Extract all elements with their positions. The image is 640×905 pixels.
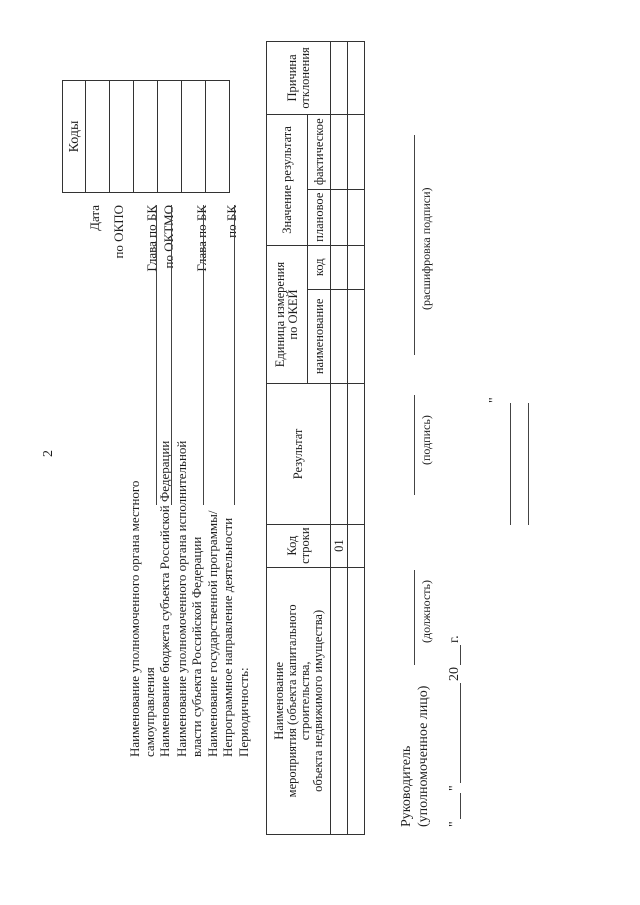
cell-result[interactable] (331, 384, 348, 524)
header-value-fact: фактическое (308, 114, 331, 189)
cell-code-2[interactable] (348, 524, 365, 567)
cell-fact-2[interactable] (348, 114, 365, 189)
code-cell-glava-2[interactable] (182, 81, 206, 193)
extra-line-1 (510, 403, 511, 525)
position-line[interactable] (414, 570, 415, 665)
header-code-2: строки (297, 527, 312, 564)
code-cell-bk[interactable] (206, 81, 230, 193)
field-exec-org-2: власти субъекта Российской Федерации (189, 536, 204, 757)
code-cell-date[interactable] (86, 81, 110, 193)
header-reason-2: отклонения (297, 47, 312, 109)
header-unit-code: код (308, 245, 331, 289)
table-row (348, 42, 365, 835)
cell-name-2[interactable] (348, 567, 365, 834)
signature-caption: (подпись) (419, 415, 433, 465)
codes-label-glava-2: Глава по БК (194, 205, 209, 272)
page-number: 2 (41, 450, 56, 457)
codes-label-bk: по БК (224, 205, 239, 238)
table-row (331, 42, 348, 835)
signature-line[interactable] (414, 395, 415, 495)
codes-header: Коды (63, 81, 86, 193)
cell-unit-name-2[interactable] (348, 289, 365, 384)
codes-label-okpo: по ОКПО (111, 205, 126, 259)
header-reason-cell (267, 42, 331, 115)
extra-line-2 (528, 403, 529, 525)
cell-result-2[interactable] (348, 384, 365, 524)
header-name-1: Наименование (271, 661, 286, 740)
cell-reason-2[interactable] (348, 42, 365, 115)
field-program-2: Непрограммное направление деятельности (220, 517, 235, 757)
code-cell-okpo[interactable] (110, 81, 134, 193)
field-budget: Наименование бюджета субъекта Российской Федерации (157, 440, 172, 757)
header-unit-cell (267, 245, 308, 383)
header-name-2: мероприятия (объекта капитального строительства, (284, 604, 312, 798)
cell-code: 01 (331, 524, 348, 567)
cell-fact[interactable] (331, 114, 348, 189)
field-org-local-1: Наименование уполномоченного органа местного (127, 480, 142, 757)
cell-name[interactable] (331, 567, 348, 834)
position-caption: (должность) (419, 580, 433, 643)
cell-unit-code-2[interactable] (348, 245, 365, 289)
codes-label-glava-1: Глава по БК (144, 205, 159, 272)
signature-head-2: (уполномоченное лицо) (416, 685, 431, 827)
date-quote-open: " (447, 821, 462, 827)
field-exec-org-1: Наименование уполномоченного органа исполнительной (174, 440, 189, 757)
field-program-1: Наименование государственной программы/ (205, 510, 220, 757)
results-table (266, 41, 365, 835)
cell-reason[interactable] (331, 42, 348, 115)
date-month-line[interactable] (460, 683, 461, 783)
header-unit-name: наименование (308, 289, 331, 384)
field-budget-line[interactable] (171, 205, 172, 505)
header-code-cell (267, 524, 331, 567)
decode-caption: (расшифровка подписи) (419, 187, 433, 310)
header-value: Значение результата (267, 114, 308, 245)
header-reason-1: Причина (284, 54, 299, 102)
header-unit-2: по ОКЕЙ (286, 289, 300, 340)
decode-line[interactable] (414, 135, 415, 355)
date-day-line[interactable] (460, 793, 461, 819)
stray-quote: " (487, 397, 502, 403)
field-exec-org-line[interactable] (203, 205, 204, 505)
header-code-1: Код (284, 535, 299, 556)
field-org-local-2: самоуправления (142, 667, 157, 757)
codes-box (62, 80, 230, 193)
header-name-cell (267, 567, 331, 834)
date-quote-close: " (447, 785, 462, 791)
cell-plan[interactable] (331, 189, 348, 245)
date-suffix: г. (447, 635, 462, 643)
code-cell-glava-1[interactable] (134, 81, 158, 193)
header-value-plan: плановое (308, 189, 331, 245)
signature-head-1: Руководитель (399, 745, 414, 827)
cell-plan-2[interactable] (348, 189, 365, 245)
date-year-line[interactable] (460, 645, 461, 665)
cell-unit-name[interactable] (331, 289, 348, 384)
header-unit-1: Единица измерения (273, 261, 287, 368)
codes-label-oktmo: по ОКТМО (161, 205, 176, 269)
header-name-3: объекта недвижимого имущества) (310, 609, 325, 792)
code-cell-oktmo[interactable] (158, 81, 182, 193)
field-program-line[interactable] (234, 205, 235, 505)
header-result: Результат (267, 384, 331, 524)
codes-label-date: Дата (87, 205, 102, 231)
field-periodicity: Периодичность: (236, 667, 251, 757)
date-year: 20 (447, 667, 462, 681)
cell-unit-code[interactable] (331, 245, 348, 289)
